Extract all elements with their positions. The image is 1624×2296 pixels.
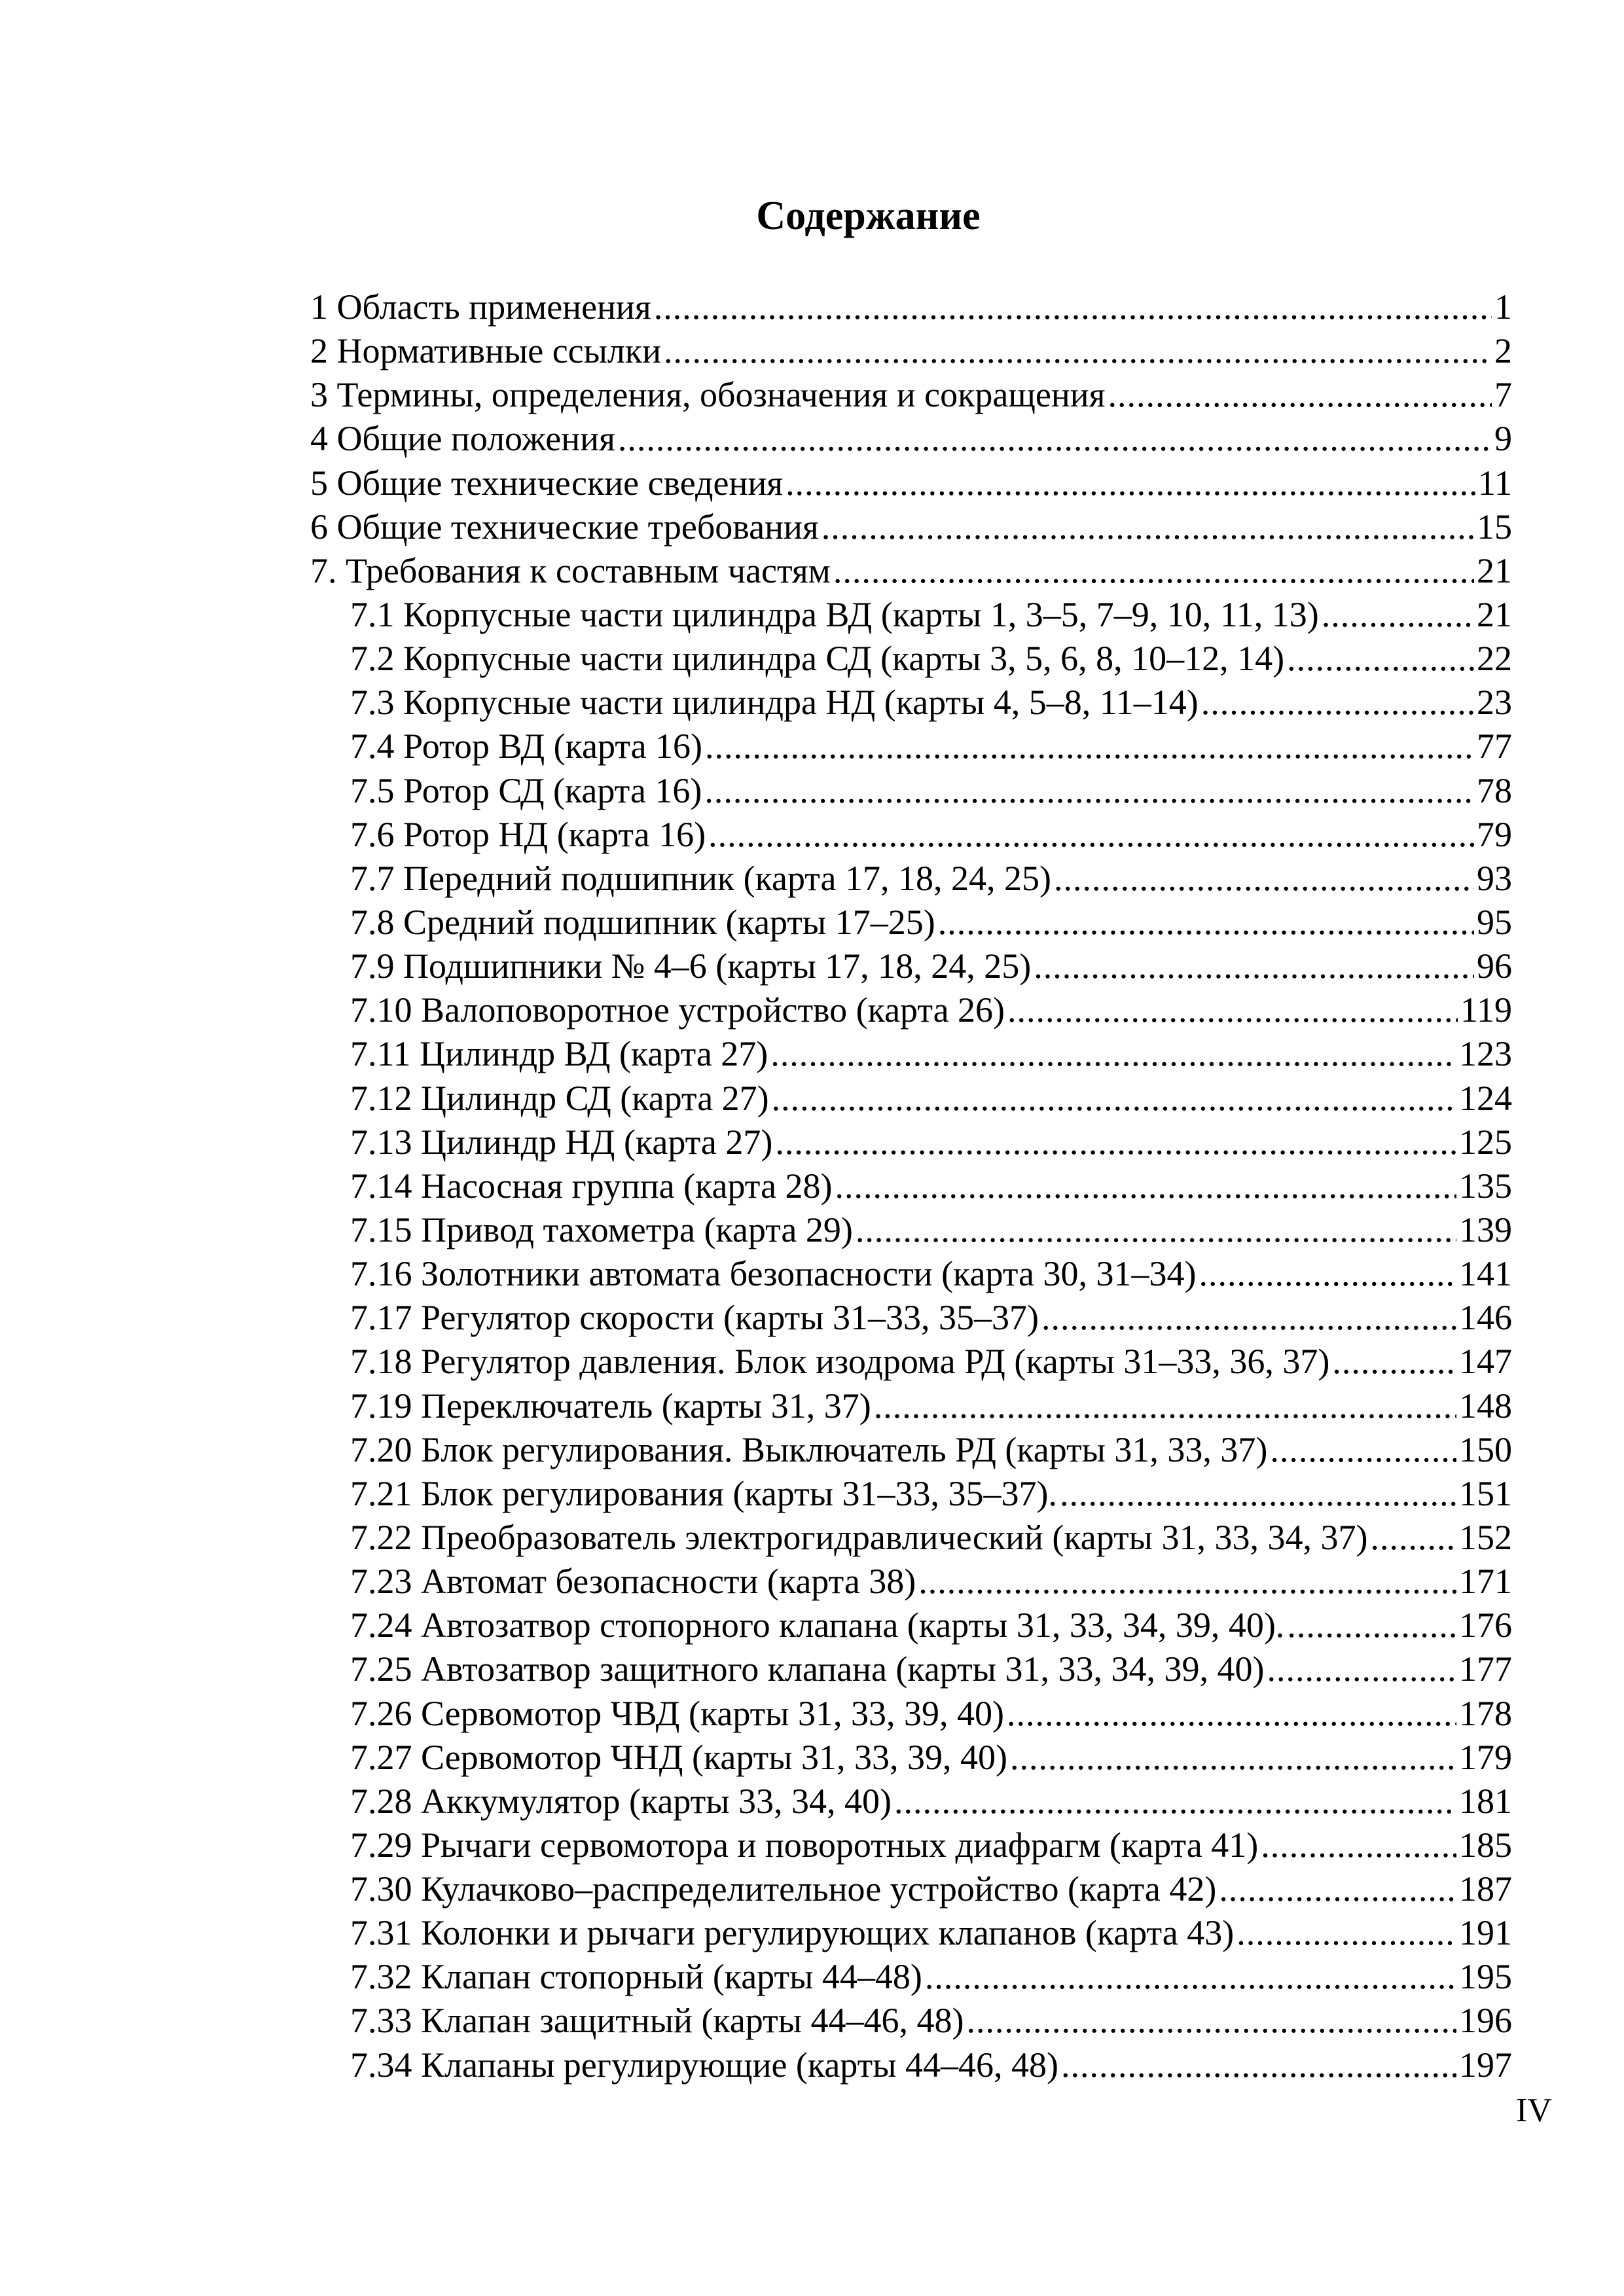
toc-entry-page: 181 [1459,1781,1512,1821]
toc-entry[interactable] [310,1560,1512,1604]
table-of-contents [310,285,1512,2087]
toc-entry-page: 7 [1494,375,1512,415]
toc-entry[interactable] [310,1121,1512,1164]
toc-entry-title: 7.6 Ротор НД (карта 16) [350,814,706,854]
toc-entry[interactable] [310,637,1512,681]
toc-entry-page: 178 [1459,1693,1512,1733]
toc-dot-leader [654,285,1492,329]
toc-entry-title: 7.13 Цилиндр НД (карта 27) [350,1122,773,1162]
toc-entry-title: 7.29 Рычаги сервомотора и поворотных диафрагм (карта 41) [350,1825,1259,1865]
toc-entry-page: 185 [1459,1825,1512,1865]
toc-entry-page: 135 [1459,1166,1512,1206]
toc-dot-leader [1054,857,1474,901]
toc-entry-title: 7.14 Насосная группа (карта 28) [350,1166,833,1206]
toc-entry-page: 21 [1477,550,1512,590]
toc-entry-page: 79 [1477,814,1512,854]
toc-entry-title: 7.18 Регулятор давления. Блок изодрома РД (карты 31–33, 36, 37) [350,1342,1330,1382]
toc-entry[interactable] [310,1077,1512,1121]
toc-entry-title: 7.1 Корпусные части цилиндра ВД (карты 1, 3–5, 7–9, 10, 11, 13) [350,594,1319,634]
toc-dot-leader [1322,593,1474,637]
toc-dot-leader [918,1560,1456,1604]
toc-dot-leader [1201,681,1474,725]
toc-entry[interactable] [310,1164,1512,1208]
toc-entry-title: 7.15 Привод тахометра (карта 29) [350,1210,853,1249]
toc-dot-leader [1108,373,1492,417]
toc-entry-page: 21 [1477,594,1512,634]
toc-entry-title: 7.7 Передний подшипник (карта 17, 18, 24, 25) [350,858,1051,898]
toc-entry-page: 139 [1459,1210,1512,1249]
toc-dot-leader [966,1999,1456,2043]
toc-entry-page: 191 [1459,1913,1512,1953]
toc-dot-leader [1270,1428,1456,1472]
toc-entry[interactable] [310,1296,1512,1340]
toc-entry-title: 7.28 Аккумулятор (карты 33, 34, 40) [350,1781,892,1821]
toc-dot-leader [894,1780,1456,1823]
toc-entry[interactable] [310,285,1512,329]
toc-entry-page: 146 [1459,1298,1512,1338]
toc-entry-page: 148 [1459,1386,1512,1426]
toc-entry[interactable] [310,2043,1512,2087]
toc-dot-leader [705,725,1474,768]
toc-entry-title: 7.9 Подшипники № 4–6 (карты 17, 18, 24, 25) [350,946,1032,986]
toc-entry-page: 125 [1459,1122,1512,1162]
toc-entry-page: 93 [1477,858,1512,898]
toc-dot-leader [835,1164,1456,1208]
toc-entry-title: 7.19 Переключатель (карты 31, 37) [350,1386,871,1426]
toc-entry-title: 7.26 Сервомотор ЧВД (карты 31, 33, 39, 40) [350,1693,1004,1733]
toc-entry-page: 187 [1459,1869,1512,1909]
toc-entry[interactable] [310,1516,1512,1560]
toc-entry-page: 124 [1459,1078,1512,1118]
toc-entry[interactable] [310,1999,1512,2043]
toc-dot-leader [1219,1867,1456,1911]
toc-entry-title: 7.27 Сервомотор ЧНД (карты 31, 33, 39, 40) [350,1737,1008,1777]
page-title: Содержание [756,194,981,238]
toc-entry-title: 7.30 Кулачково–распределительное устройство (карта 42) [350,1869,1217,1909]
toc-dot-leader [938,901,1474,944]
toc-entry-page: 95 [1477,902,1512,942]
toc-dot-leader [1287,637,1474,681]
toc-entry[interactable] [310,1955,1512,1999]
toc-dot-leader [785,461,1475,505]
toc-dot-leader [821,505,1474,549]
toc-entry-title: 7.20 Блок регулирования. Выключатель РД (карты 31, 33, 37) [350,1429,1268,1469]
toc-dot-leader [1332,1340,1456,1384]
toc-entry[interactable] [310,769,1512,813]
toc-entry[interactable] [310,1340,1512,1384]
toc-entry-page: 179 [1459,1737,1512,1777]
toc-entry-title: 7.2 Корпусные части цилиндра СД (карты 3, 5, 6, 8, 10–12, 14) [350,639,1285,679]
toc-dot-leader [1007,988,1458,1032]
toc-entry-title: 7.24 Автозатвор стопорного клапана (карты 31, 33, 34, 39, 40). [350,1605,1285,1645]
toc-entry-page: 78 [1477,770,1512,810]
toc-entry-title: 7.11 Цилиндр ВД (карта 27) [350,1034,768,1074]
toc-dot-leader [833,549,1474,593]
toc-entry[interactable] [310,1867,1512,1911]
toc-entry-title: 7.10 Валоповоротное устройство (карта 26) [350,990,1005,1030]
toc-entry[interactable] [310,505,1512,549]
toc-entry-page: 96 [1477,946,1512,986]
toc-dot-leader [1236,1911,1456,1955]
toc-entry-title: 7.8 Средний подшипник (карты 17–25) [350,902,935,942]
toc-dot-leader [925,1955,1456,1999]
toc-dot-leader [874,1384,1456,1428]
toc-entry-page: 141 [1459,1254,1512,1294]
toc-entry-title: 7.34 Клапаны регулирующие (карты 44–46, 48) [350,2045,1058,2085]
toc-dot-leader [1199,1252,1457,1296]
toc-entry[interactable] [310,1472,1512,1516]
toc-entry-title: 1 Область применения [310,287,651,327]
toc-entry[interactable] [310,1252,1512,1296]
toc-entry-title: 7.23 Автомат безопасности (карта 38) [350,1562,916,1602]
toc-entry[interactable] [310,1692,1512,1736]
toc-entry-title: 7.5 Ротор СД (карта 16) [350,770,702,810]
toc-entry-title: 7.31 Колонки и рычаги регулирующих клапанов (карта 43) [350,1913,1235,1953]
toc-dot-leader [704,769,1474,813]
toc-entry-title: 7.22 Преобразователь электрогидравлический (карты 31, 33, 34, 37) [350,1517,1368,1557]
toc-dot-leader [856,1208,1456,1252]
toc-dot-leader [708,813,1474,857]
toc-dot-leader [1061,2043,1456,2087]
toc-entry[interactable] [310,1604,1512,1647]
toc-entry-page: 147 [1459,1342,1512,1382]
toc-entry-title: 5 Общие технические сведения [310,463,784,503]
toc-dot-leader [664,329,1492,373]
toc-entry[interactable] [310,813,1512,857]
toc-entry[interactable] [310,373,1512,417]
toc-dot-leader [1261,1823,1456,1867]
toc-dot-leader [772,1077,1456,1121]
toc-dot-leader [618,417,1492,461]
toc-entry[interactable] [310,549,1512,593]
toc-entry[interactable] [310,593,1512,637]
toc-entry-title: 7.16 Золотники автомата безопасности (карта 30, 31–34) [350,1254,1197,1294]
toc-entry[interactable] [310,1736,1512,1780]
toc-entry-page: 119 [1460,990,1512,1030]
toc-entry-title: 7.12 Цилиндр СД (карта 27) [350,1078,769,1118]
toc-dot-leader [1287,1604,1456,1647]
toc-entry[interactable] [310,681,1512,725]
toc-dot-leader [1267,1647,1456,1691]
toc-entry[interactable] [310,988,1512,1032]
toc-entry-title: 3 Термины, определения, обозначения и сокращения [310,375,1106,415]
toc-entry[interactable] [310,329,1512,373]
toc-entry-page: 196 [1459,2001,1512,2041]
toc-dot-leader [1034,944,1474,988]
toc-entry-title: 7.21 Блок регулирования (карты 31–33, 35–37). [350,1473,1057,1513]
toc-entry[interactable] [310,1911,1512,1955]
toc-entry-page: 195 [1459,1957,1512,1997]
toc-entry-page: 151 [1459,1473,1512,1513]
toc-entry[interactable] [310,417,1512,461]
toc-entry[interactable] [310,901,1512,944]
toc-dot-leader [1010,1736,1456,1780]
toc-entry-title: 7.4 Ротор ВД (карта 16) [350,726,703,766]
page-number: IV [1516,2092,1552,2129]
toc-entry-page: 177 [1459,1649,1512,1689]
toc-entry-page: 171 [1459,1562,1512,1602]
toc-entry-page: 123 [1459,1034,1512,1074]
toc-entry[interactable] [310,1428,1512,1472]
toc-entry-page: 11 [1478,463,1512,503]
toc-entry[interactable] [310,1823,1512,1867]
toc-entry[interactable] [310,725,1512,768]
toc-entry[interactable] [310,857,1512,901]
toc-entry-title: 7.32 Клапан стопорный (карты 44–48) [350,1957,922,1997]
toc-dot-leader [1041,1296,1456,1340]
toc-entry-page: 77 [1477,726,1512,766]
toc-entry[interactable] [310,1384,1512,1428]
toc-entry[interactable] [310,944,1512,988]
toc-entry-page: 176 [1459,1605,1512,1645]
toc-entry[interactable] [310,1032,1512,1076]
toc-entry[interactable] [310,1208,1512,1252]
toc-dot-leader [775,1121,1456,1164]
toc-entry-page: 22 [1477,639,1512,679]
toc-dot-leader [1007,1692,1456,1736]
toc-entry-title: 7. Требования к составным частям [310,550,831,590]
toc-entry-page: 150 [1459,1429,1512,1469]
toc-dot-leader [770,1032,1456,1076]
toc-entry-title: 7.17 Регулятор скорости (карты 31–33, 35–37) [350,1298,1039,1338]
toc-dot-leader [1370,1516,1456,1560]
toc-entry-title: 7.33 Клапан защитный (карты 44–46, 48) [350,2001,964,2041]
toc-entry-title: 6 Общие технические требования [310,507,819,547]
toc-entry-title: 7.3 Корпусные части цилиндра НД (карты 4, 5–8, 11–14) [350,683,1199,723]
toc-entry[interactable] [310,1647,1512,1691]
toc-entry-page: 15 [1477,507,1512,547]
toc-entry-page: 23 [1477,683,1512,723]
toc-entry-page: 9 [1494,419,1512,459]
toc-entry-title: 4 Общие положения [310,419,615,459]
toc-entry-page: 152 [1459,1517,1512,1557]
toc-entry[interactable] [310,461,1512,505]
toc-entry-title: 7.25 Автозатвор защитного клапана (карты 31, 33, 34, 39, 40) [350,1649,1265,1689]
toc-dot-leader [1060,1472,1456,1516]
toc-entry[interactable] [310,1780,1512,1823]
toc-entry-page: 1 [1494,287,1512,327]
toc-entry-page: 197 [1459,2045,1512,2085]
toc-entry-title: 2 Нормативные ссылки [310,331,661,371]
toc-entry-page: 2 [1494,331,1512,371]
